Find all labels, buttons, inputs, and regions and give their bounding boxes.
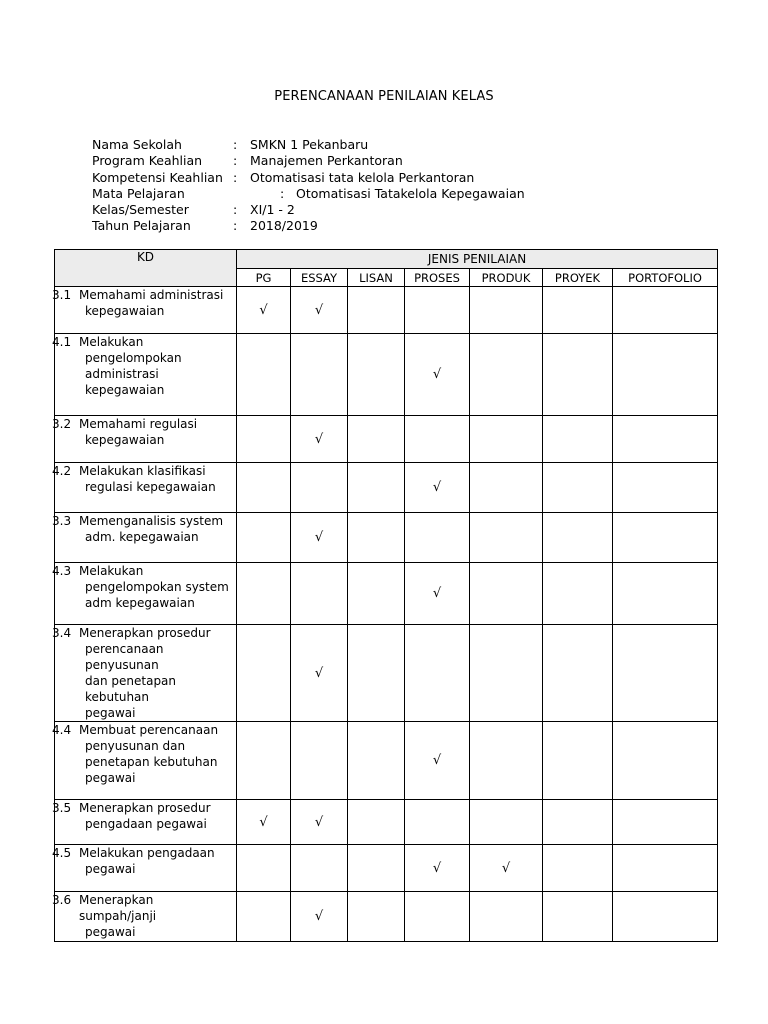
column-header-pg: PG (237, 269, 291, 287)
kd-header: KD (55, 250, 237, 287)
kd-description-line: Memahami administrasi (79, 288, 224, 302)
check-mark: √ (432, 860, 442, 876)
kd-description-line: Melakukan (79, 564, 144, 578)
mark-cell-pg (237, 722, 291, 800)
column-header-produk: PRODUK (470, 269, 543, 287)
check-mark: √ (432, 480, 442, 495)
check-mark: √ (259, 302, 268, 318)
mark-cell-proses (405, 722, 470, 800)
table-row (55, 892, 718, 942)
mark-cell-lisan (348, 800, 405, 845)
mark-cell-produk (470, 563, 543, 625)
info-colon: : (233, 218, 238, 234)
info-colon: : (233, 153, 238, 169)
assessment-table (54, 249, 718, 942)
kd-cell (52, 722, 237, 800)
mark-cell-produk (470, 892, 543, 942)
mark-cell-pg (237, 334, 291, 416)
column-header-portofolio: PORTOFOLIO (613, 269, 718, 287)
mark-cell-portofolio (613, 287, 718, 334)
mark-cell-essay (291, 722, 348, 800)
kd-description-line: administrasi (85, 367, 159, 381)
kd-number: 4.2 (52, 464, 72, 478)
info-colon: : (233, 202, 238, 218)
mark-cell-pg (237, 287, 291, 334)
mark-cell-proses (405, 563, 470, 625)
mark-cell-portofolio (613, 800, 718, 845)
mark-cell-essay (291, 625, 348, 722)
table-row (55, 800, 718, 845)
kd-number: 4.4 (52, 723, 72, 737)
mark-cell-proses (405, 513, 470, 563)
kd-cell (52, 800, 237, 845)
mark-cell-proyek (543, 513, 613, 563)
kd-number: 3.5 (52, 801, 72, 815)
mark-cell-produk (470, 287, 543, 334)
info-label: Kelas/Semester (92, 202, 189, 218)
info-colon: : (233, 137, 238, 152)
mark-cell-lisan (348, 845, 405, 892)
mark-cell-portofolio (613, 563, 718, 625)
info-value: SMKN 1 Pekanbaru (250, 137, 369, 152)
table-row (55, 513, 718, 563)
mark-cell-produk (470, 625, 543, 722)
mark-cell-essay (291, 892, 348, 942)
check-mark: √ (432, 753, 442, 768)
mark-cell-essay (291, 334, 348, 416)
kd-description-line: pegawai (85, 706, 136, 720)
mark-cell-lisan (348, 892, 405, 942)
kd-description-line: kepegawaian (85, 383, 165, 397)
kd-description-line: kepegawaian (85, 304, 165, 318)
info-label: Kompetensi Keahlian (92, 169, 223, 185)
kd-number: 4.1 (52, 335, 72, 349)
table-row (55, 463, 718, 513)
mark-cell-proyek (543, 416, 613, 463)
mark-cell-produk (470, 800, 543, 845)
info-colon: : (233, 169, 238, 185)
table-row (55, 722, 718, 800)
info-label: Tahun Pelajaran (92, 218, 191, 234)
mark-cell-produk (470, 722, 543, 800)
kd-cell (52, 287, 237, 334)
kd-description-line: perencanaan penyusunan (85, 642, 164, 672)
kd-description-line: penetapan kebutuhan (85, 755, 218, 769)
mark-cell-pg (237, 625, 291, 722)
kd-cell (52, 625, 237, 722)
kd-number: 3.4 (52, 626, 72, 640)
mark-cell-pg (237, 845, 291, 892)
mark-cell-pg (237, 563, 291, 625)
mark-cell-proyek (543, 463, 613, 513)
mark-cell-produk (470, 334, 543, 416)
mark-cell-essay (291, 287, 348, 334)
column-header-lisan: LISAN (348, 269, 405, 287)
kd-description-line: Melakukan pengadaan (79, 846, 215, 860)
check-mark: √ (314, 431, 324, 447)
info-colon: : (280, 185, 285, 201)
kd-description-line: pengelompokan system (85, 580, 229, 594)
info-value: Otomatisasi Tatakelola Kepegawaian (296, 185, 525, 201)
mark-cell-essay (291, 845, 348, 892)
kd-description-line: pengadaan pegawai (85, 817, 207, 831)
check-mark: √ (314, 814, 324, 830)
kd-number: 3.1 (52, 288, 72, 302)
kd-cell (52, 334, 237, 416)
kd-number: 4.5 (52, 846, 72, 860)
kd-cell (52, 513, 237, 563)
mark-cell-lisan (348, 513, 405, 563)
kd-cell (52, 463, 237, 513)
kd-description-line: pegawai (85, 771, 136, 785)
kd-number: 3.6 (52, 893, 72, 907)
kd-description-line: dan penetapan kebutuhan (85, 674, 177, 704)
kd-cell (52, 416, 237, 463)
mark-cell-produk (470, 463, 543, 513)
kd-description-line: Melakukan (79, 335, 144, 349)
mark-cell-lisan (348, 625, 405, 722)
mark-cell-portofolio (613, 513, 718, 563)
mark-cell-portofolio (613, 892, 718, 942)
mark-cell-essay (291, 800, 348, 845)
kd-cell (52, 892, 237, 942)
kd-description-line: penyusunan dan (85, 739, 186, 753)
mark-cell-proses (405, 845, 470, 892)
info-value: 2018/2019 (250, 218, 318, 234)
mark-cell-lisan (348, 287, 405, 334)
mark-cell-essay (291, 513, 348, 563)
check-mark: √ (432, 367, 442, 382)
mark-cell-proyek (543, 334, 613, 416)
kd-description-line: adm kepegawaian (85, 596, 195, 610)
kd-description-line: Memahami regulasi (79, 417, 198, 431)
mark-cell-essay (291, 463, 348, 513)
jenis-penilaian-header: JENIS PENILAIAN (237, 250, 718, 269)
mark-cell-pg (237, 892, 291, 942)
mark-cell-pg (237, 463, 291, 513)
kd-cell (52, 563, 237, 625)
mark-cell-proses (405, 625, 470, 722)
mark-cell-proses (405, 800, 470, 845)
mark-cell-pg (237, 800, 291, 845)
kd-description-line: Menerapkan prosedur (79, 801, 211, 815)
mark-cell-portofolio (613, 722, 718, 800)
mark-cell-proses (405, 287, 470, 334)
kd-description-line: Menerapkan prosedur (79, 626, 211, 640)
kd-description-line: Menerapkan sumpah/janji (79, 893, 157, 923)
kd-description-line: Membuat perencanaan (79, 723, 219, 737)
mark-cell-proyek (543, 892, 613, 942)
kd-description-line: Melakukan klasifikasi (79, 464, 206, 478)
column-header-essay: ESSAY (291, 269, 348, 287)
info-label: Mata Pelajaran (92, 185, 185, 201)
mark-cell-lisan (348, 563, 405, 625)
info-value: XI/1 - 2 (250, 202, 295, 218)
mark-cell-portofolio (613, 463, 718, 513)
mark-cell-portofolio (613, 845, 718, 892)
mark-cell-proyek (543, 722, 613, 800)
table-row (55, 334, 718, 416)
check-mark: √ (314, 302, 324, 318)
mark-cell-proses (405, 892, 470, 942)
kd-number: 4.3 (52, 564, 72, 578)
kd-cell (52, 845, 237, 892)
kd-description-line: pegawai (85, 925, 136, 939)
mark-cell-proyek (543, 625, 613, 722)
kd-description-line: pegawai (85, 862, 136, 876)
kd-number: 3.2 (52, 417, 72, 431)
column-header-proyek: PROYEK (543, 269, 613, 287)
kd-description-line: regulasi kepegawaian (85, 480, 216, 494)
mark-cell-produk (470, 513, 543, 563)
table-row (55, 845, 718, 892)
mark-cell-lisan (348, 463, 405, 513)
kd-description-line: pengelompokan (85, 351, 182, 365)
check-mark: √ (501, 860, 511, 876)
mark-cell-lisan (348, 722, 405, 800)
check-mark: √ (314, 665, 324, 681)
kd-description-line: kepegawaian (85, 433, 165, 447)
table-row (55, 625, 718, 722)
mark-cell-essay (291, 416, 348, 463)
mark-cell-proyek (543, 287, 613, 334)
kd-description-line: Memenganalisis system (79, 514, 224, 528)
column-header-proses: PROSES (405, 269, 470, 287)
info-label: Program Keahlian (92, 153, 203, 169)
mark-cell-portofolio (613, 625, 718, 722)
mark-cell-pg (237, 513, 291, 563)
mark-cell-proses (405, 463, 470, 513)
check-mark: √ (314, 909, 324, 924)
mark-cell-proyek (543, 563, 613, 625)
mark-cell-proyek (543, 800, 613, 845)
mark-cell-produk (470, 845, 543, 892)
table-row (55, 287, 718, 334)
check-mark: √ (432, 586, 442, 601)
kd-description-line: adm. kepegawaian (85, 530, 199, 544)
info-value: Otomatisasi tata kelola Perkantoran (250, 169, 475, 185)
table-row (55, 563, 718, 625)
mark-cell-proses (405, 334, 470, 416)
mark-cell-proses (405, 416, 470, 463)
mark-cell-essay (291, 563, 348, 625)
table-row (55, 416, 718, 463)
check-mark: √ (259, 814, 268, 830)
info-value: Manajemen Perkantoran (250, 153, 403, 169)
mark-cell-pg (237, 416, 291, 463)
kd-number: 3.3 (52, 514, 72, 528)
mark-cell-proyek (543, 845, 613, 892)
mark-cell-lisan (348, 416, 405, 463)
mark-cell-portofolio (613, 334, 718, 416)
mark-cell-portofolio (613, 416, 718, 463)
check-mark: √ (314, 530, 324, 545)
mark-cell-lisan (348, 334, 405, 416)
mark-cell-produk (470, 416, 543, 463)
info-label: Nama Sekolah (92, 137, 182, 152)
page-title: PERENCANAAN PENILAIAN KELAS (274, 89, 494, 104)
